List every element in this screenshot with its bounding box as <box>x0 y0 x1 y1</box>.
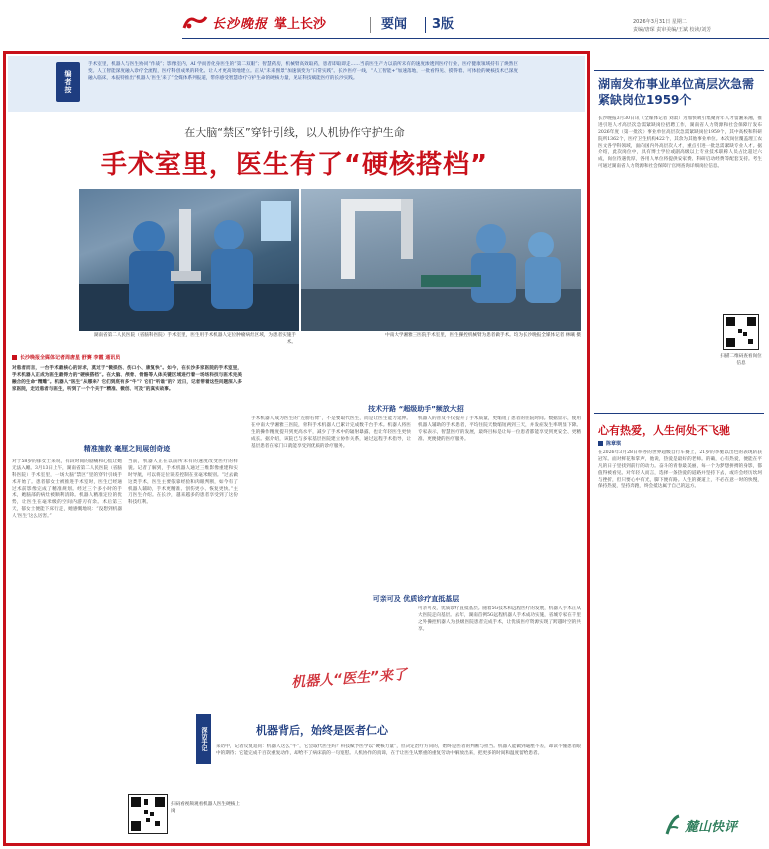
series-watermark <box>251 606 411 706</box>
body-col5: 可亲可及，优质诊疗直抵基层。随着5G技术和远程医疗的发展，机器人手术正从大医院走向基层。去年，湖南首例5G远程机器人手术成功实施，省城专家在千里之外操控机器人为县级医院患者完成手术，让优质医疗资源实现了跨越时空的共享。 <box>418 606 581 632</box>
masthead-app-name: 掌上长沙 <box>274 17 327 32</box>
opinion-headline: 心有热爱，人生何处不飞驰 <box>598 424 730 437</box>
byline-marker-icon <box>12 355 17 360</box>
right-headline: 湖南发布事业单位高层次急需紧缺岗位1959个 <box>598 77 755 108</box>
photo-right <box>301 189 581 331</box>
main-article-frame <box>3 51 590 846</box>
masthead <box>0 0 769 52</box>
qr-code-video[interactable] <box>128 794 168 834</box>
masthead-divider-2 <box>425 17 426 33</box>
masthead-logo-text: 长沙晚报 <box>212 17 269 32</box>
right-body: 长沙晚报3月30日讯（全媒体记者 刘肃）为加快吸引集聚青年人才留湘来湘，推进引进人才高层次急需紧缺岗位招聘工作，湖南省人力资源和社会保障厅发布2026年度（第一批次）事业单位高层次急需紧缺岗位1959个，其中高校和科研院所1362个，医疗卫生机构422个，其余为其他事业单位。本次岗位覆盖理工农医文各学科领域，面向国内外高层次人才，重点引进一批急需紧缺专业人才。据介绍，此次岗位中，具有博士学位或副高级以上专业技术职称人员占比超过六成，岗位待遇优厚，各用人单位将提供安家费、科研启动经费等配套支持。考生可通过湖南省人力资源和社会保障厅官网查询详细岗位信息。 <box>598 116 762 170</box>
photo-right-caption: 中南大学湘雅三医院手术室里，医生操控机械臂为患者做手术。均为长沙晚报全媒体记者 林曦 摄 <box>385 333 581 338</box>
body-col1: 对于58岁的郁女士来说，有段时间的剧痛和心慌让她无法入睡。3月13日上午，湖南省第二人民医院（省脑科医院）手术室里，一场大脑“禁区”里的穿针引线手术开始了。患者郁女士被推进手术室时，医生已经通过术前影像完成了精准规划。经过三个多小时的手术，她脑部的病灶被顺利清除。机器人精准定位的优势，让医生在毫米级的空间内游刃有余。术后第三天，郁女士便能下床行走，她感慨地说：“没想到机器人‘医生’这么厉害。” <box>12 459 122 520</box>
opinion-author-marker-icon <box>598 441 603 446</box>
reporter-notes-tag-text: 深访手记 <box>200 727 207 751</box>
masthead-divider <box>370 17 371 33</box>
byline-row <box>12 354 262 361</box>
reporter-notes-text: 采访中，记者反复追问：机器人这么“牛”，它会取代医生吗？科技赋予医学以“硬核力量”，但决定治疗方向的，始终是医者的判断与担当。机器人能做到毫厘不差，却读不懂患者眼中的期待；它能完成千百次重复动作，却给不了病床前的一句宽慰。人机协作的真谛，在于让医生从繁重的重复劳动中解放出来，把更多的时间和温度留给患者。 <box>216 744 581 756</box>
column-logo-text: 麓山快评 <box>685 819 738 835</box>
reporter-notes-title: 机器背后，始终是医者仁心 <box>256 724 388 737</box>
byline: 长沙晚报全媒体记者周唐星 舒赛 李霞 通讯员 <box>20 355 121 361</box>
opinion-author-row <box>598 440 621 447</box>
column-logo-block <box>664 810 760 840</box>
photo-left <box>79 189 299 331</box>
surgery-scene-illustration <box>79 189 299 331</box>
brush-stroke-icon <box>664 814 682 836</box>
opinion-author: 陈章琪 <box>606 441 622 447</box>
opinion-body: 在2026年3月28日举办的世界超级自行车赛上，21岁的李驰以出色的表现斩获冠军。面对鲜花和掌声，他说，热爱是最好的老师。的确，心有热爱，便能在平凡的日子里找到前行的动力。奋斗的青春最美丽，每一个为梦想拼搏的身影，都值得被看见。对年轻人而言，选择一条热爱的道路并坚持下去，或许会经历坎坷与挫折，但只要心中有光，脚下便有路。人生的赛道上，不必在意一时的快慢，保持热爱，坚持奔跑，终会抵达属于自己的远方。 <box>598 450 762 490</box>
editor-note-text: 手术室里，机器人与医生协同“作战”；影像室内，AI 学而善化身医生的“第二双眼”；智慧药房，机械臂高效取药，患者即取即走……当前医生产力以前所未有的速度渗透到医疗行业，医疗健康领域持有了焕然巨变。人工智能深度融入诊疗全流程，医疗科创成果的转化、让人才更高效地建立。正从“未来图景”加速演变为“日常实践”。长沙医疗一线，“人工智能+”加速落地，一批看得见、摸得着、可体验的硬核技术已深度融入临床，本报特推出“机器人‘医生’来了”全媒体系列报道，带你感受智慧诊疗守护生命的硬核力量，见证科技赋能医疗的长沙实践。 <box>88 62 518 81</box>
reporter-notes-tag <box>196 714 211 764</box>
photo-left-caption: 湖南省第二人民医院（省脑科医院）手术室里，医生用手术机器人定位肿瘤病灶区域，为患者实施手术。 <box>93 333 296 345</box>
subhead-access: 可亲可及 优质诊疗直抵基层 <box>372 595 460 603</box>
subhead-tech: 技术开路 “超级助手”频放大招 <box>368 405 464 413</box>
body-col4: 机器人的普及不仅提升了手术质量，更缩短了患者的住院时间。数据显示，使用机器人辅助的手术患者，平均住院天数缩短两到三天，并发症发生率明显下降。专家表示，智慧医疗的发展，最终目标是让每一位患者都能享受到更安全、更精准、更便捷的医疗服务。 <box>418 416 581 442</box>
qr-code-jobs[interactable] <box>723 314 759 350</box>
article-kicker: 在大脑“禁区”穿针引线，以人机协作守护生命 <box>184 126 405 139</box>
masthead-logo <box>182 13 326 32</box>
opinion-rule <box>594 413 764 414</box>
body-col3: 手术机器人成为医生的“左膀右臂”，不是要取代医生，而是让医生能力延伸。在中南大学湘雅三医院，骨科手术机器人已累计完成数千台手术。机器人将医生的操作精度提升到更高水平，减少了手术中的辐射暴露，也让年轻医生更快成长。据介绍，该院已与多家基层医院建立协作关系，通过远程手术指导，让基层患者在家门口就能享受到优质的诊疗服务。 <box>251 416 411 449</box>
masthead-page-number: 3版 <box>432 17 455 32</box>
editor-note-badge <box>56 62 80 102</box>
series-watermark-text: 机器人“医生”来了 <box>290 666 408 692</box>
body-col2: 当前，机器人正在以前所未有的速度改变医疗的样貌。记者了解到，手术机器人通过三维影像重建和实时导航，可以将定位误差控制在亚毫米级别。“过去做这类手术，医生主要依靠经验和肉眼判断，如今有了机器人辅助，手术更精准、创伤更小、恢复更快。”主刀医生介绍。在长沙，越来越多的患者享受到了这份科技红利。 <box>128 459 238 506</box>
article-lead: 对患者而言，一台手术最核心的诉求，莫过于“微损伤、伤口小、康复快”。如今，在长沙多家医院的手术室里，手术机器人正成为医生最得力的“硬核搭档”。在大脑、颅骨、骨骼等人体关键区域进行着一场场科技与医术完美融合的生命“精雕”。机器人“医生”从哪来？它们到底有多“牛”？它们“听谁”的？近日，记者带着这些问题深入多家医院，走近患者与医生，听到了一个个关于“精准、微创、可及”的真实故事。 <box>12 366 242 392</box>
masthead-section: 要闻 <box>381 17 408 32</box>
masthead-date: 2026年3月31日 星期二 <box>633 19 687 25</box>
article-headline: 手术室里，医生有了“硬核搭档” <box>100 150 489 180</box>
editor-note-tag: 编者按 <box>64 70 72 94</box>
qr-jobs-caption: 扫描二维码查看岗位信息 <box>720 354 762 366</box>
right-column <box>594 58 764 849</box>
robot-arm-illustration <box>301 189 581 331</box>
subhead-precision: 精准施救 毫厘之间展创奇迹 <box>83 445 171 453</box>
editor-note-panel <box>8 56 585 112</box>
qr-video-caption: 扫码看视频观看机器人医生硬核上岗 <box>171 802 240 814</box>
logo-emblem-icon <box>182 14 208 32</box>
right-headline-rule <box>594 70 764 71</box>
masthead-rule <box>182 38 769 39</box>
masthead-editors: 责编/唐琛 责审美编/王斌 校读/刘芳 <box>633 27 712 33</box>
